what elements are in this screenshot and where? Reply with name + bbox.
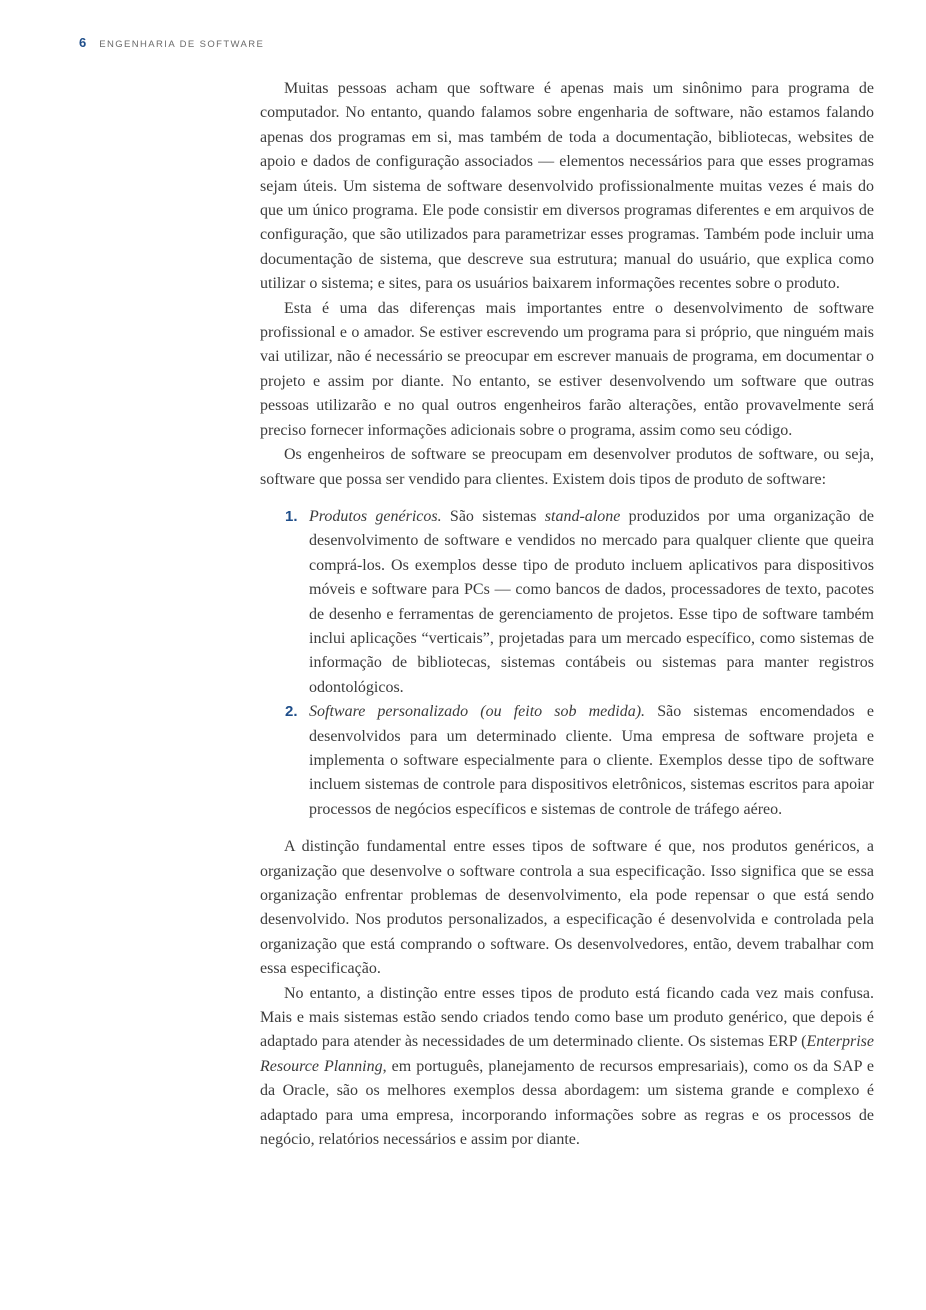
paragraph: Muitas pessoas acham que software é apenas mais um sinônimo para programa de computador. No entanto, quando falamos sobre engenharia de software, não estamos falando apenas dos programas em si, mas também de toda a documentação, bibliotecas, websites de apoio e dados de configuração associados — elementos necessários para que esses programas sejam úteis. Um sistema de software desenvolvido profissionalmente muitas vezes é mais do que um único programa. Ele pode consistir em diversos programas diferentes e em arquivos de configuração, que são utilizados para parametrizar esses programas. Também pode incluir uma documentação de sistema, que descreve sua estrutura; manual do usuário, que explica como utilizar o sistema; e sites, para os usuários baixarem informações recentes sobre o produto. <box>260 80 874 293</box>
list-number: 2. <box>285 703 298 721</box>
paragraph: Os engenheiros de software se preocupam em desenvolver produtos de software, ou seja, software que possa ser vendido para clientes. Existem dois tipos de produto de software: <box>260 446 874 488</box>
running-title: ENGENHARIA DE SOFTWARE <box>99 39 265 50</box>
paragraph <box>260 982 874 1153</box>
list-number: 1. <box>285 507 298 525</box>
list-item-title: Software personalizado (ou feito sob medida). <box>309 703 646 721</box>
product-types-list <box>260 505 874 822</box>
list-item-title: Produtos genéricos. <box>309 507 442 525</box>
paragraph-text: No entanto, a distinção entre esses tipos de produto está ficando cada vez mais confusa. Mais e mais sistemas estão sendo criados tendo como base um produto genérico, que depois é adaptado para atender às necessidades de um determinado cliente. Os sistemas ERP ( <box>260 984 874 1051</box>
list-item <box>260 700 874 822</box>
page-header <box>79 35 264 50</box>
list-item <box>260 505 874 700</box>
paragraph-italic: Enterprise Resource Planning <box>260 1033 874 1075</box>
list-item-text: São sistemas encomendados e desenvolvidos para um determinado cliente. Uma empresa de software projeta e implementa o software especialmente para o cliente. Exemplos desse tipo de software incluem sistemas de controle para dispositivos eletrônicos, sistemas escritos para apoiar processos de negócios específicos e sistemas de controle de tráfego aéreo. <box>309 703 874 818</box>
paragraph: Esta é uma das diferenças mais importantes entre o desenvolvimento de software profissional e o amador. Se estiver escrevendo um programa para si próprio, que ninguém mais vai utilizar, não é necessário se preocupar em escrever manuais de programa, em documentar o projeto e assim por diante. No entanto, se estiver desenvolvendo um software que outras pessoas utilizarão e no qual outros engenheiros farão alterações, então provavelmente será preciso fornecer informações adicionais sobre o programa, assim como seu código. <box>260 299 874 439</box>
body-text <box>260 77 874 1152</box>
paragraph: A distinção fundamental entre esses tipos de software é que, nos produtos genéricos, a organização que desenvolve o software controla a sua especificação. Isso significa que se essa organização enfrentar problemas de desenvolvimento, ela pode repensar o que está sendo desenvolvido. Nos produtos personalizados, a especificação é desenvolvida e controlada pela organização que está comprando o software. Os desenvolvedores, então, devem trabalhar com essa especificação. <box>260 838 874 978</box>
paragraph-text: , em português, planejamento de recursos empresariais), como os da SAP e da Oracle, são os melhores exemplos dessa abordagem: um sistema grande e complexo é adaptado para uma empresa, incorporando informações sobre as regras e os processos de negócio, relatórios necessários e assim por diante. <box>260 1057 874 1149</box>
list-item-text: produzidos por uma organização de desenvolvimento de software e vendidos no mercado para qualquer cliente que queira comprá-los. Os exemplos desse tipo de produto incluem aplicativos para dispositivos móveis e software para PCs — como bancos de dados, processadores de texto, pacotes de desenho e ferramentas de gerenciamento de projetos. Esse tipo de software também inclui aplicações “verticais”, projetadas para um mercado específico, como sistemas de informação de bibliotecas, sistemas contábeis ou sistemas para manter registros odontológicos. <box>309 507 875 696</box>
page-number: 6 <box>79 35 87 50</box>
list-item-italic: stand-alone <box>544 507 621 525</box>
list-item-text: São sistemas <box>441 507 545 525</box>
